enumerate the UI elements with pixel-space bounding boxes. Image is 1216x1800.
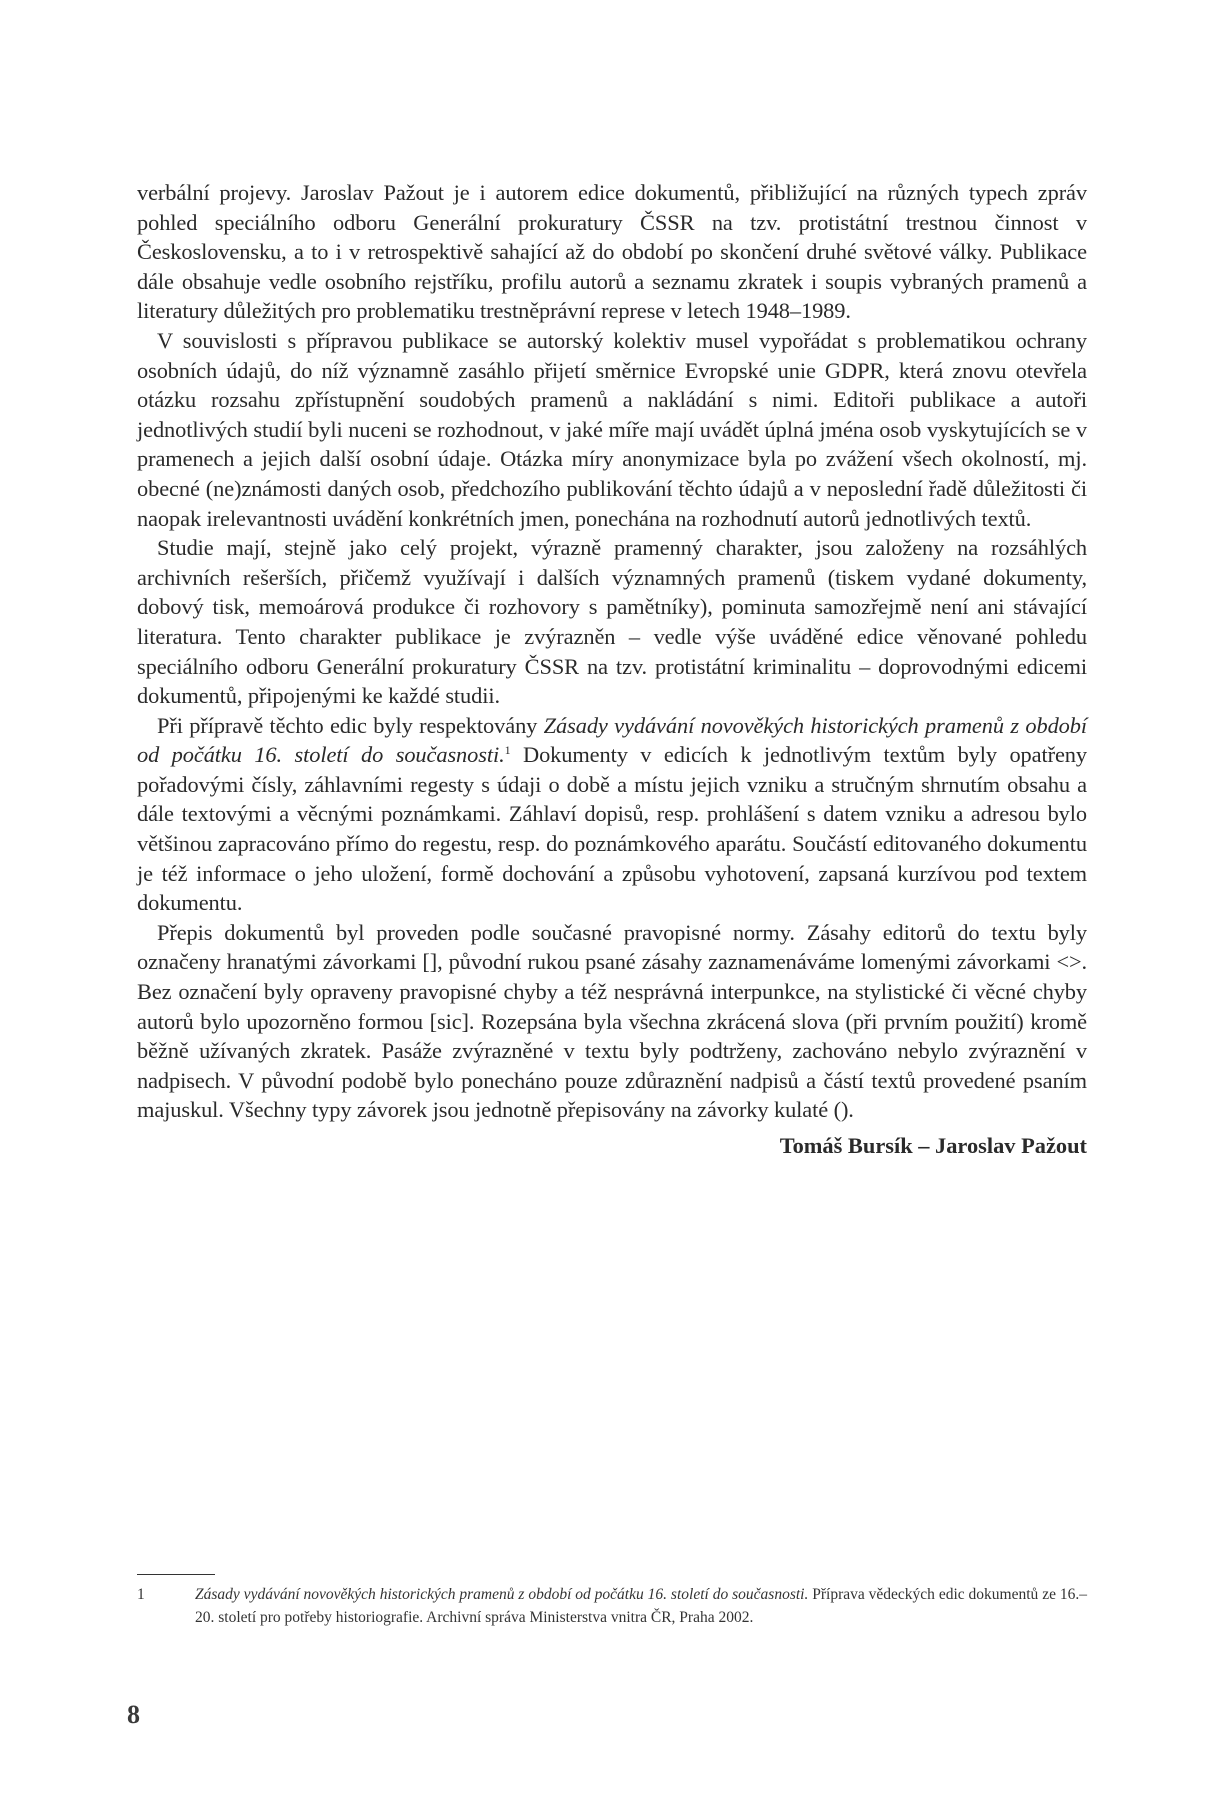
paragraph-text: Studie mají, stejně jako celý projekt, výrazně pramenný charakter, jsou založeny na rozsáhlých archivních rešerších, přičemž využívají i dalších významných pramenů (tiskem vydané dokumenty, dobový tisk, memoárová produkce či rozhovory s pamětníky), pominuta samozřejmě není ani stávající literatura. Tento charakter publikace je zvýrazněn – vedle výše uváděné edice věnované pohledu speciálního odboru Generální prokuratury ČSSR na tzv. protistátní kriminalitu – doprovodnými edicemi dokumentů, připojenými ke každé studii. — [137, 535, 1087, 709]
italic-title: Zásady vydávání novověkých historických pramenů z období od počátku 16. století do současnosti. — [137, 712, 1087, 768]
footnotes-section — [137, 1574, 1087, 1629]
footnote-divider — [137, 1574, 215, 1575]
footnote-number: 1 — [137, 1586, 145, 1603]
footnote-text — [195, 1583, 1087, 1629]
page-body — [137, 178, 1087, 1161]
paragraph-text: V souvislosti s přípravou publikace se autorský kolektiv musel vypořádat s problematikou ochrany osobních údajů, do níž významně zasáhlo přijetí směrnice Evropské unie GDPR, která znovu otevřela otázku rozsahu zpřístupnění soudobých pramenů a nakládání s nimi. Editoři publikace a autoři jednotlivých studií byli nuceni se rozhodnout, v jaké míře mají uvádět úplná jména osob vyskytujících se v pramenech a jejich další osobní údaje. Otázka míry anonymizace byla po zvážení všech okolností, mj. obecné (ne)známosti daných osob, předchozího publikování těchto údajů a v neposlední řadě důležitosti či naopak irelevantnosti uvádění konkrétních jmen, ponechána na rozhodnutí autorů jednotlivých textů. — [137, 327, 1087, 531]
body-text — [137, 178, 1087, 1125]
paragraph-4 — [137, 711, 1087, 918]
paragraph-2 — [137, 326, 1087, 533]
footnote-1 — [137, 1583, 1087, 1629]
paragraph-text: Dokumenty v edicích k jednotlivým textům byly opatřeny pořadovými čísly, záhlavními regesty s údaji o době a místu jejich vzniku a stručným shrnutím obsahu a dále textovými a věcnými poznámkami. Záhlaví dopisů, resp. prohlášení s datem vzniku a adresou bylo většinou zapracováno přímo do regestu, resp. do poznámkového aparátu. Součástí editovaného dokumentu je též informace o jeho uložení, formě dochování a způsobu vyhotovení, zapsaná kurzívou pod textem dokumentu. — [137, 742, 1087, 916]
paragraph-text: Při přípravě těchto edic byly respektovány — [157, 712, 544, 738]
footnote-citation: Příprava vědeckých edic dokumentů ze 16.–20. století pro potřeby historiografie. Archivní správa Ministerstva vnitra ČR, Praha 2002. — [195, 1586, 1087, 1626]
paragraph-1 — [137, 178, 1087, 326]
footnote-reference-link[interactable]: 1 — [504, 743, 511, 758]
author-signature: Tomáš Bursík – Jaroslav Pažout — [779, 1133, 1087, 1158]
paragraph-text: verbální projevy. Jaroslav Pažout je i autorem edice dokumentů, přibližující na různých typech zpráv pohled speciálního odboru Generální prokuratury ČSSR na tzv. protistátní trestnou činnost v Československu, a to i v retrospektivě sahající až do období po skončení druhé světové války. Publikace dále obsahuje vedle osobního rejstříku, profilu autorů a seznamu zkratek i soupis vybraných pramenů a literatury důležitých pro problematiku trestněprávní represe v letech 1948–1989. — [137, 180, 1087, 324]
page-number: 8 — [127, 1700, 140, 1729]
footnote-italic-title: Zásady vydávání novověkých historických pramenů z období od počátku 16. století do současnosti. — [195, 1586, 809, 1603]
paragraph-text: Přepis dokumentů byl proveden podle současné pravopisné normy. Zásahy editorů do textu byly označeny hranatými závorkami [], původní rukou psané zásahy zaznamenáváme lomenými závorkami <>. Bez označení byly opraveny pravopisné chyby a též nesprávná interpunkce, na stylistické či věcné chyby autorů bylo upozorněno formou [sic]. Rozepsána byla všechna zkrácená slova (při prvním použití) kromě běžně užívaných zkratek. Pasáže zvýrazněné v textu byly podtrženy, zachováno nebylo zvýraznění v nadpisech. V původní podobě bylo ponecháno pouze zdůraznění nadpisů a částí textů provedené psaním majuskul. Všechny typy závorek jsou jednotně přepisovány na závorky kulaté (). — [137, 919, 1087, 1123]
paragraph-5 — [137, 918, 1087, 1125]
paragraph-3 — [137, 533, 1087, 711]
